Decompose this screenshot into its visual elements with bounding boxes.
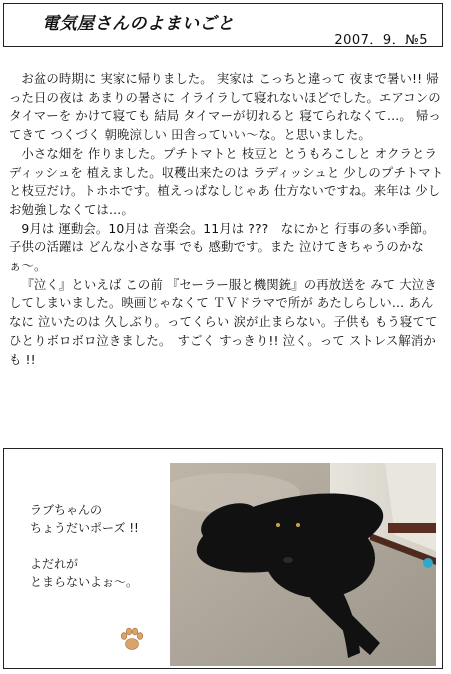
paragraph-garden: 小さな畑を 作りました。プチトマトと 枝豆と とうもろこしと オクラとラディッシュを 植えました。収穫出来たのは ラディッシュと 少しのプチトマトと枝豆だけ。トホホです。植えっぱなしじゃあ 仕方ないですね。来年は 少しお勉強しなくては…。: [9, 145, 444, 217]
newsletter-title: 電気屋さんのよまいごと: [42, 14, 235, 34]
issue-number: 2007．9．№5: [334, 33, 428, 48]
caption-line: とまらないよぉ〜。: [30, 575, 139, 589]
photo-section: [3, 448, 443, 669]
caption-line: ラブちゃんの: [30, 503, 103, 517]
dog-photo: [170, 463, 436, 666]
caption-line: ちょうだいポーズ !!: [30, 521, 139, 535]
paw-print-icon: [118, 625, 146, 653]
article-body: [9, 70, 445, 369]
paragraph-events: 9月は 運動会。10月は 音楽会。11月は ??? なにかと 行事の多い季節。子供の活躍は どんな小さな事 でも 感動です。また 泣けてきちゃうのかなぁ〜。: [9, 220, 435, 274]
header-box: [3, 3, 443, 47]
caption-line: よだれが: [30, 557, 79, 571]
paragraph-obon: お盆の時期に 実家に帰りました。 実家は こっちと違って 夜まで暑い!! 帰った日の夜は あまりの暑さに イライラして寝れないほどでした。エアコンの タイマーを かけて寝ても 結局 タイマーが切れると 寝てられなくて…。 帰ってきて つくづく 朝晩涼しい 田舎っていい〜な。と思いました。: [9, 71, 441, 143]
paragraph-crying: 『泣く』といえば この前 『セーラー服と機関銃』の再放送を みて 大泣きしてしまいました。映画じゃなくて ＴＶドラマで所が あたしらしい… あんなに 泣いたのは 久しぶり。ってくらい 涙が止まらない。子供も もう寝てて ひとりボロボロ泣きました。 すごく すっきり!! 泣く。って ストレス解消かも !!: [9, 276, 438, 367]
photo-caption: [30, 501, 139, 591]
